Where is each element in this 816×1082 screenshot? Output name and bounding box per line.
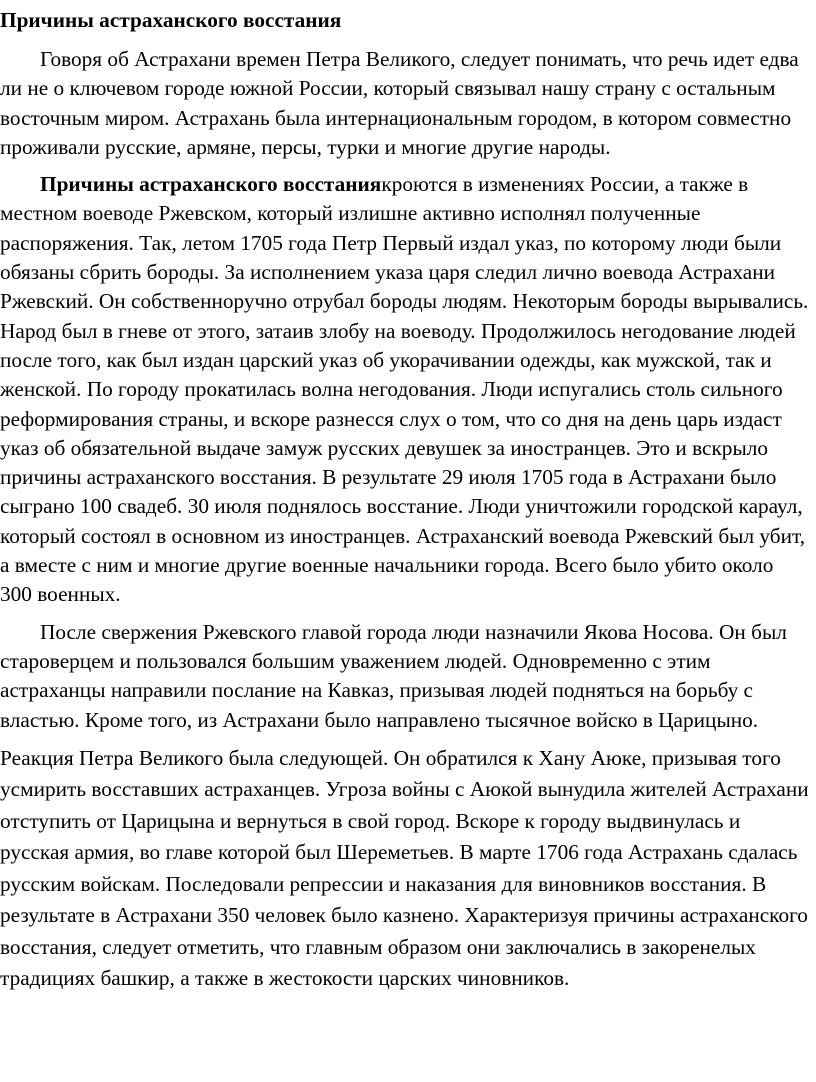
paragraph-text: кроются в изменениях России, а также в местном воеводе Ржевском, который излишне активно исполнял полученные распоряжения. Так, летом 1705 года Петр Первый издал указ, по которому люди были обязаны сбрить бороды. За исполнением указа царя следил лично воевода Астрахани Ржевский. Он собственноручно отрубал бороды людям. Некоторым бороды вырывались. Народ был в гневе от этого, затаив злобу на воеводу. Продолжилось негодование людей после того, как был издан царский указ об укорачивании одежды, как мужской, так и женской. По городу прокатилась волна негодования. Люди испугались столь сильного реформирования страны, и вскоре разнесся слух о том, что со дня на день царь издаст указ об обязательной выдаче замуж русских девушек за иностранцев. Это и вскрыло причины астраханского восстания. В результате 29 июля 1705 года в Астрахани было сыграно 100 свадеб. 30 июля поднялось восстание. Люди уничтожили городской караул, который состоял в основном из иностранцев. Астраханский воевода Ржевский был убит, а вместе с ним и многие другие военные начальники города. Всего было убито около 300 военных. [0,172,809,607]
paragraph-text: Реакция Петра Великого была следующей. Он обратился к Хану Аюке, призывая того усмирить восставших астраханцев. Угроза войны с Аюкой вынудила жителей Астрахани отступить от Царицына и вернуться в свой город. Вскоре к городу выдвинулась и русская армия, во главе которой был Шереметьев. В марте 1706 года Астрахань сдалась русским войскам. Последовали репрессии и наказания для виновников восстания. В результате в Астрахани 350 человек было казнено. Характеризуя причины астраханского восстания, следует отметить, что главным образом они заключались в закоренелых традициях башкир, а также в жестокости царских чиновников. [0,745,809,991]
paragraph-aftermath [0,618,810,735]
paragraph-causes [0,170,810,609]
document-title: Причины астраханского восстания [0,8,342,32]
paragraph-intro [0,45,810,162]
paragraph-bold-lead: Причины астраханского восстания [40,172,382,197]
paragraph-text: После свержения Ржевского главой города люди назначили Якова Носова. Он был староверцем и пользовался большим уважением людей. Одновременно с этим астраханцы направили послание на Кавказ, призывая людей подняться на борьбу с властью. Кроме того, из Астрахани было направлено тысячное войско в Царицыно. [0,619,787,732]
paragraph-reaction [0,743,810,995]
paragraph-text: Говоря об Астрахани времен Петра Великого, следует понимать, что речь идет едва ли не о ключевом городе южной России, который связывал нашу страну с остальным восточным миром. Астрахань была интернациональным городом, в котором совместно проживали русские, армяне, персы, турки и многие другие народы. [0,47,799,159]
